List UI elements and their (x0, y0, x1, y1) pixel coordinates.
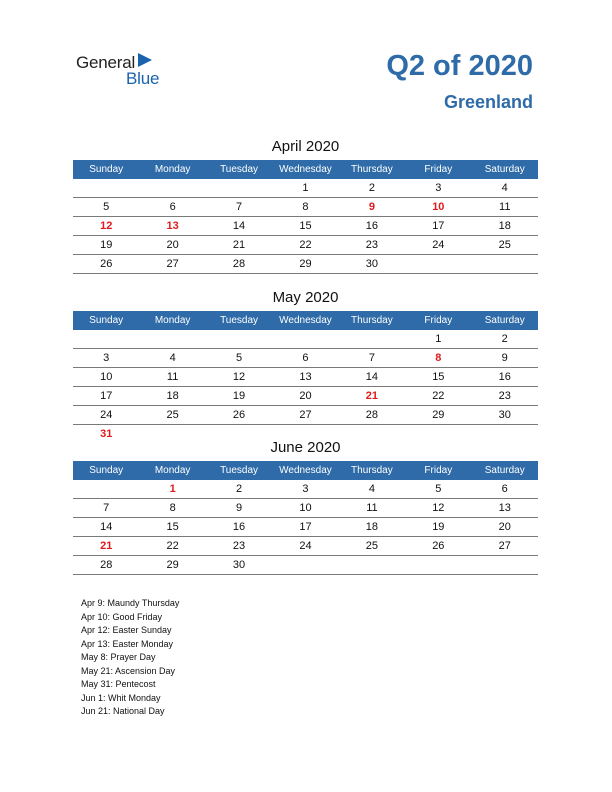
month-june (73, 437, 538, 575)
holiday-list-item: May 21: Ascension Day (81, 665, 176, 676)
day-cell: 23 (232, 540, 246, 552)
empty-day-cell (73, 330, 139, 348)
country-name: Greenland (443, 92, 533, 112)
holiday-list-item: Jun 21: National Day (81, 706, 165, 716)
logo-blue-text: Blue (126, 69, 160, 88)
empty-day-cell (272, 330, 338, 348)
holiday-list-item: Apr 10: Good Friday (81, 611, 163, 622)
empty-day-cell (405, 255, 471, 273)
logo (76, 50, 176, 90)
empty-day-cell (206, 179, 272, 197)
weekday-header-row (73, 160, 538, 179)
day-cell: 19 (100, 239, 113, 251)
day-cell: 4 (501, 182, 508, 194)
month-april (73, 136, 538, 274)
day-cell: 23 (365, 239, 379, 251)
weekday-header: Thursday (351, 315, 393, 326)
day-cell: 30 (365, 258, 379, 270)
day-cell: 7 (235, 201, 243, 213)
day-cell: 28 (100, 559, 113, 571)
day-cell: 22 (432, 390, 445, 402)
day-cell: 25 (365, 540, 379, 552)
day-cell: 19 (232, 390, 246, 402)
weekday-header: Thursday (351, 465, 393, 476)
weekday-header: Friday (424, 465, 453, 476)
day-cell: 11 (366, 502, 378, 514)
day-cell: 29 (166, 559, 179, 571)
holiday-list-item: Apr 12: Easter Sunday (81, 625, 172, 635)
holiday-list (81, 597, 179, 719)
day-cell: 2 (501, 333, 508, 345)
day-cell: 8 (169, 502, 176, 514)
day-cell: 6 (501, 483, 508, 495)
day-cell: 11 (499, 201, 511, 213)
weekday-header: Saturday (484, 315, 525, 326)
holiday-list-item: Apr 9: Maundy Thursday (81, 598, 180, 608)
day-cell: 2 (368, 182, 375, 194)
day-cell: 23 (498, 390, 511, 402)
week-row (73, 198, 538, 217)
weekday-header: Monday (154, 164, 191, 175)
weekday-header: Thursday (351, 164, 393, 175)
day-cell: 6 (169, 201, 176, 213)
day-cell: 17 (100, 390, 113, 402)
day-cell: 11 (166, 371, 179, 383)
day-cell: 21 (365, 390, 379, 402)
day-cell: 18 (365, 521, 379, 533)
day-cell: 5 (235, 352, 243, 364)
weekday-header: Monday (154, 315, 191, 326)
empty-day-cell (73, 179, 139, 197)
day-cell: 15 (299, 220, 312, 232)
day-cell: 2 (235, 483, 243, 495)
day-cell: 17 (432, 220, 445, 232)
empty-day-cell (272, 556, 338, 574)
day-cell: 24 (299, 540, 312, 552)
day-cell: 29 (299, 258, 312, 270)
day-cell: 22 (166, 540, 179, 552)
weekday-header: Tuesday (220, 315, 259, 326)
day-cell: 3 (435, 182, 442, 194)
day-cell: 14 (100, 521, 113, 533)
week-row (73, 179, 538, 198)
day-cell: 5 (103, 201, 110, 213)
day-cell: 28 (365, 409, 379, 421)
day-cell: 30 (232, 559, 246, 571)
day-cell: 1 (302, 182, 309, 194)
day-cell: 19 (432, 521, 445, 533)
week-row (73, 349, 538, 368)
day-cell: 9 (368, 201, 375, 213)
empty-day-cell (339, 556, 405, 574)
day-cell: 21 (232, 239, 246, 251)
day-cell: 16 (232, 521, 246, 533)
day-cell: 6 (302, 352, 309, 364)
week-row (73, 406, 538, 425)
empty-day-cell (339, 330, 405, 348)
week-row (73, 368, 538, 387)
day-cell: 3 (103, 352, 110, 364)
day-cell: 25 (498, 239, 511, 251)
empty-day-cell (139, 330, 205, 348)
week-row (73, 387, 538, 406)
day-cell: 14 (232, 220, 246, 232)
day-cell: 12 (232, 371, 246, 383)
week-row (73, 236, 538, 255)
day-cell: 9 (501, 352, 508, 364)
empty-day-cell (472, 255, 538, 273)
day-cell: 13 (498, 502, 511, 514)
empty-day-cell (139, 179, 205, 197)
day-cell: 22 (299, 239, 312, 251)
weekday-header-row (73, 311, 538, 330)
holiday-list-item: May 31: Pentecost (81, 679, 156, 689)
week-row (73, 556, 538, 575)
week-row (73, 217, 538, 236)
day-cell: 26 (232, 409, 246, 421)
weekday-header: Friday (424, 315, 453, 326)
weekday-header: Friday (424, 164, 453, 175)
day-cell: 27 (299, 409, 312, 421)
day-cell: 27 (498, 540, 511, 552)
day-cell: 10 (299, 502, 312, 514)
day-cell: 4 (169, 352, 176, 364)
week-row (73, 255, 538, 274)
day-cell: 10 (432, 201, 445, 213)
weekday-header: Sunday (89, 465, 124, 476)
quarter-title: Q2 of 2020 (386, 50, 533, 82)
day-cell: 31 (100, 428, 113, 440)
month-may (73, 287, 538, 443)
day-cell: 18 (166, 390, 179, 402)
empty-day-cell (405, 556, 471, 574)
month-title: May 2020 (272, 289, 339, 306)
day-cell: 30 (498, 409, 511, 421)
week-row (73, 499, 538, 518)
weekday-header-row (73, 461, 538, 480)
month-title: April 2020 (271, 138, 340, 155)
day-cell: 20 (299, 390, 312, 402)
weekday-header: Tuesday (220, 465, 259, 476)
day-cell: 9 (235, 502, 243, 514)
weekday-header: Wednesday (279, 315, 332, 326)
weekday-header: Saturday (484, 164, 525, 175)
day-cell: 15 (166, 521, 179, 533)
day-cell: 25 (166, 409, 179, 421)
holiday-list-item: Jun 1: Whit Monday (81, 692, 161, 703)
day-cell: 8 (435, 352, 442, 364)
day-cell: 28 (232, 258, 246, 270)
day-cell: 26 (100, 258, 113, 270)
day-cell: 15 (432, 371, 445, 383)
holiday-list-item: Apr 13: Easter Monday (81, 638, 174, 649)
weekday-header: Sunday (89, 315, 124, 326)
day-cell: 24 (100, 409, 113, 421)
empty-day-cell (206, 330, 272, 348)
weekday-header: Saturday (484, 465, 525, 476)
day-cell: 12 (100, 220, 113, 232)
week-row (73, 330, 538, 349)
weekday-header: Tuesday (220, 164, 259, 175)
day-cell: 21 (100, 540, 113, 552)
week-row (73, 518, 538, 537)
day-cell: 12 (432, 502, 445, 514)
day-cell: 20 (498, 521, 511, 533)
empty-day-cell (472, 556, 538, 574)
day-cell: 16 (498, 371, 511, 383)
day-cell: 5 (435, 483, 442, 495)
week-row (73, 537, 538, 556)
day-cell: 16 (365, 220, 379, 232)
day-cell: 4 (368, 483, 375, 495)
day-cell: 20 (166, 239, 179, 251)
day-cell: 29 (432, 409, 445, 421)
day-cell: 8 (302, 201, 309, 213)
week-row (73, 480, 538, 499)
day-cell: 26 (432, 540, 445, 552)
day-cell: 14 (365, 371, 379, 383)
empty-day-cell (73, 480, 139, 498)
logo-general-text: General (76, 53, 136, 72)
holiday-list-item: May 8: Prayer Day (81, 652, 156, 662)
weekday-header: Sunday (89, 164, 124, 175)
day-cell: 13 (166, 220, 179, 232)
day-cell: 3 (302, 483, 309, 495)
day-cell: 17 (299, 521, 312, 533)
weekday-header: Wednesday (279, 164, 332, 175)
weekday-header: Wednesday (279, 465, 332, 476)
day-cell: 1 (169, 483, 176, 495)
day-cell: 10 (100, 371, 113, 383)
day-cell: 13 (299, 371, 312, 383)
day-cell: 27 (166, 258, 179, 270)
logo-triangle-icon (138, 53, 152, 67)
day-cell: 1 (435, 333, 442, 345)
day-cell: 18 (498, 220, 511, 232)
day-cell: 7 (103, 502, 110, 514)
weekday-header: Monday (154, 465, 191, 476)
month-title: June 2020 (270, 439, 341, 456)
day-cell: 24 (432, 239, 445, 251)
day-cell: 7 (368, 352, 375, 364)
